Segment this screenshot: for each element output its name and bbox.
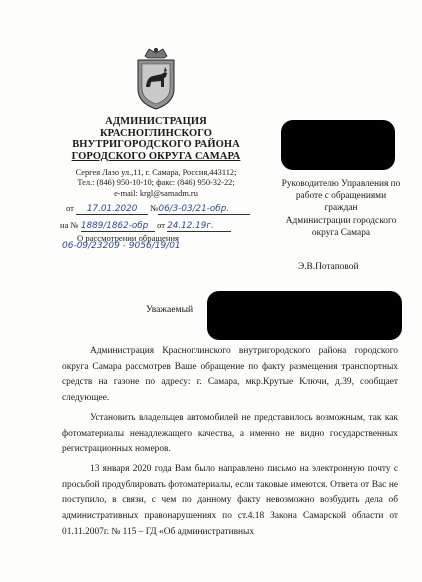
body-paragraph-3: 13 января 2020 года Вам было направлено письмо на электронную почту с просьбой продублировать фотоматериалы, если таковые имеются. Ответа от Вас не поступило, в связи, с чем по данному факту невозможно возбудить дела об административных правонарушениях по ст.4.18 Закона Самарской области от 01.11.2007г. № 115 – ГД «Об административных — [62, 463, 398, 537]
subject-line: О рассмотрении обращения — [77, 233, 179, 243]
coat-of-arms-icon — [131, 47, 181, 111]
org-line-1: АДМИНИСТРАЦИЯ — [105, 116, 207, 127]
recipient-block — [266, 178, 416, 239]
registration-line-1: от 17.01.2020 №06/3-03/21-обр. — [66, 203, 250, 215]
salutation: Уважаемый — [146, 304, 194, 315]
letter-body — [62, 344, 398, 544]
body-paragraph-2: Установить владельцев автомобилей не представилось возможным, так как фотоматериалы ненадлежащего качества, а именно не видно государственных регистрационных номеров. — [62, 412, 398, 455]
recipient-name: Э.В.Потаповой — [298, 262, 359, 272]
recipient-line-1: Руководителю Управления по — [281, 179, 401, 189]
handwritten-reference: 06-09/23209 - 9056/19/01 — [62, 241, 181, 251]
recipient-line-2: работе с обращениями — [295, 191, 387, 202]
outgoing-number: 06/3-03/21-обр. — [158, 204, 250, 215]
reference-number: 1889/1862-обр — [81, 221, 155, 232]
redaction-box — [281, 120, 395, 170]
recipient-line-3: граждан — [324, 203, 358, 214]
body-paragraph-1: Администрация Красноглинского внутригородского района городского округа Самара рассмотрев Ваше обращение по факту размещения транспортных средств на газоне по адресу: г. Самара, мкр.Крутые Ключи, д.39, сообщает следующее. — [62, 346, 398, 404]
org-line-2: КРАСНОГЛИНСКОГО — [99, 127, 213, 139]
address-line-3: e-mail: krgl@samadm.ru — [114, 188, 198, 198]
reference-date: 24.12.19г. — [167, 221, 231, 232]
org-line-4: ГОРОДСКОГО ОКРУГА САМАРА — [71, 150, 241, 162]
registration-line-2: на № 1889/1862-обр от 24.12.19г. — [60, 220, 231, 232]
organization-address — [60, 168, 252, 199]
org-line-3: ВНУТРИГОРОДСКОГО РАЙОНА — [72, 139, 240, 151]
recipient-line-4: Администрации городского — [285, 215, 397, 226]
outgoing-date: 17.01.2020 — [76, 204, 148, 215]
address-line-1: Сергея Лазо ул.,11, г. Самара, Россия,443112; — [75, 168, 237, 177]
recipient-line-5: округа Самара — [311, 227, 371, 238]
address-line-2: Тел.: (846) 950-10-10; факс: (846) 950-32-22; — [77, 178, 235, 188]
organization-name — [60, 116, 252, 162]
redaction-box — [207, 291, 402, 340]
